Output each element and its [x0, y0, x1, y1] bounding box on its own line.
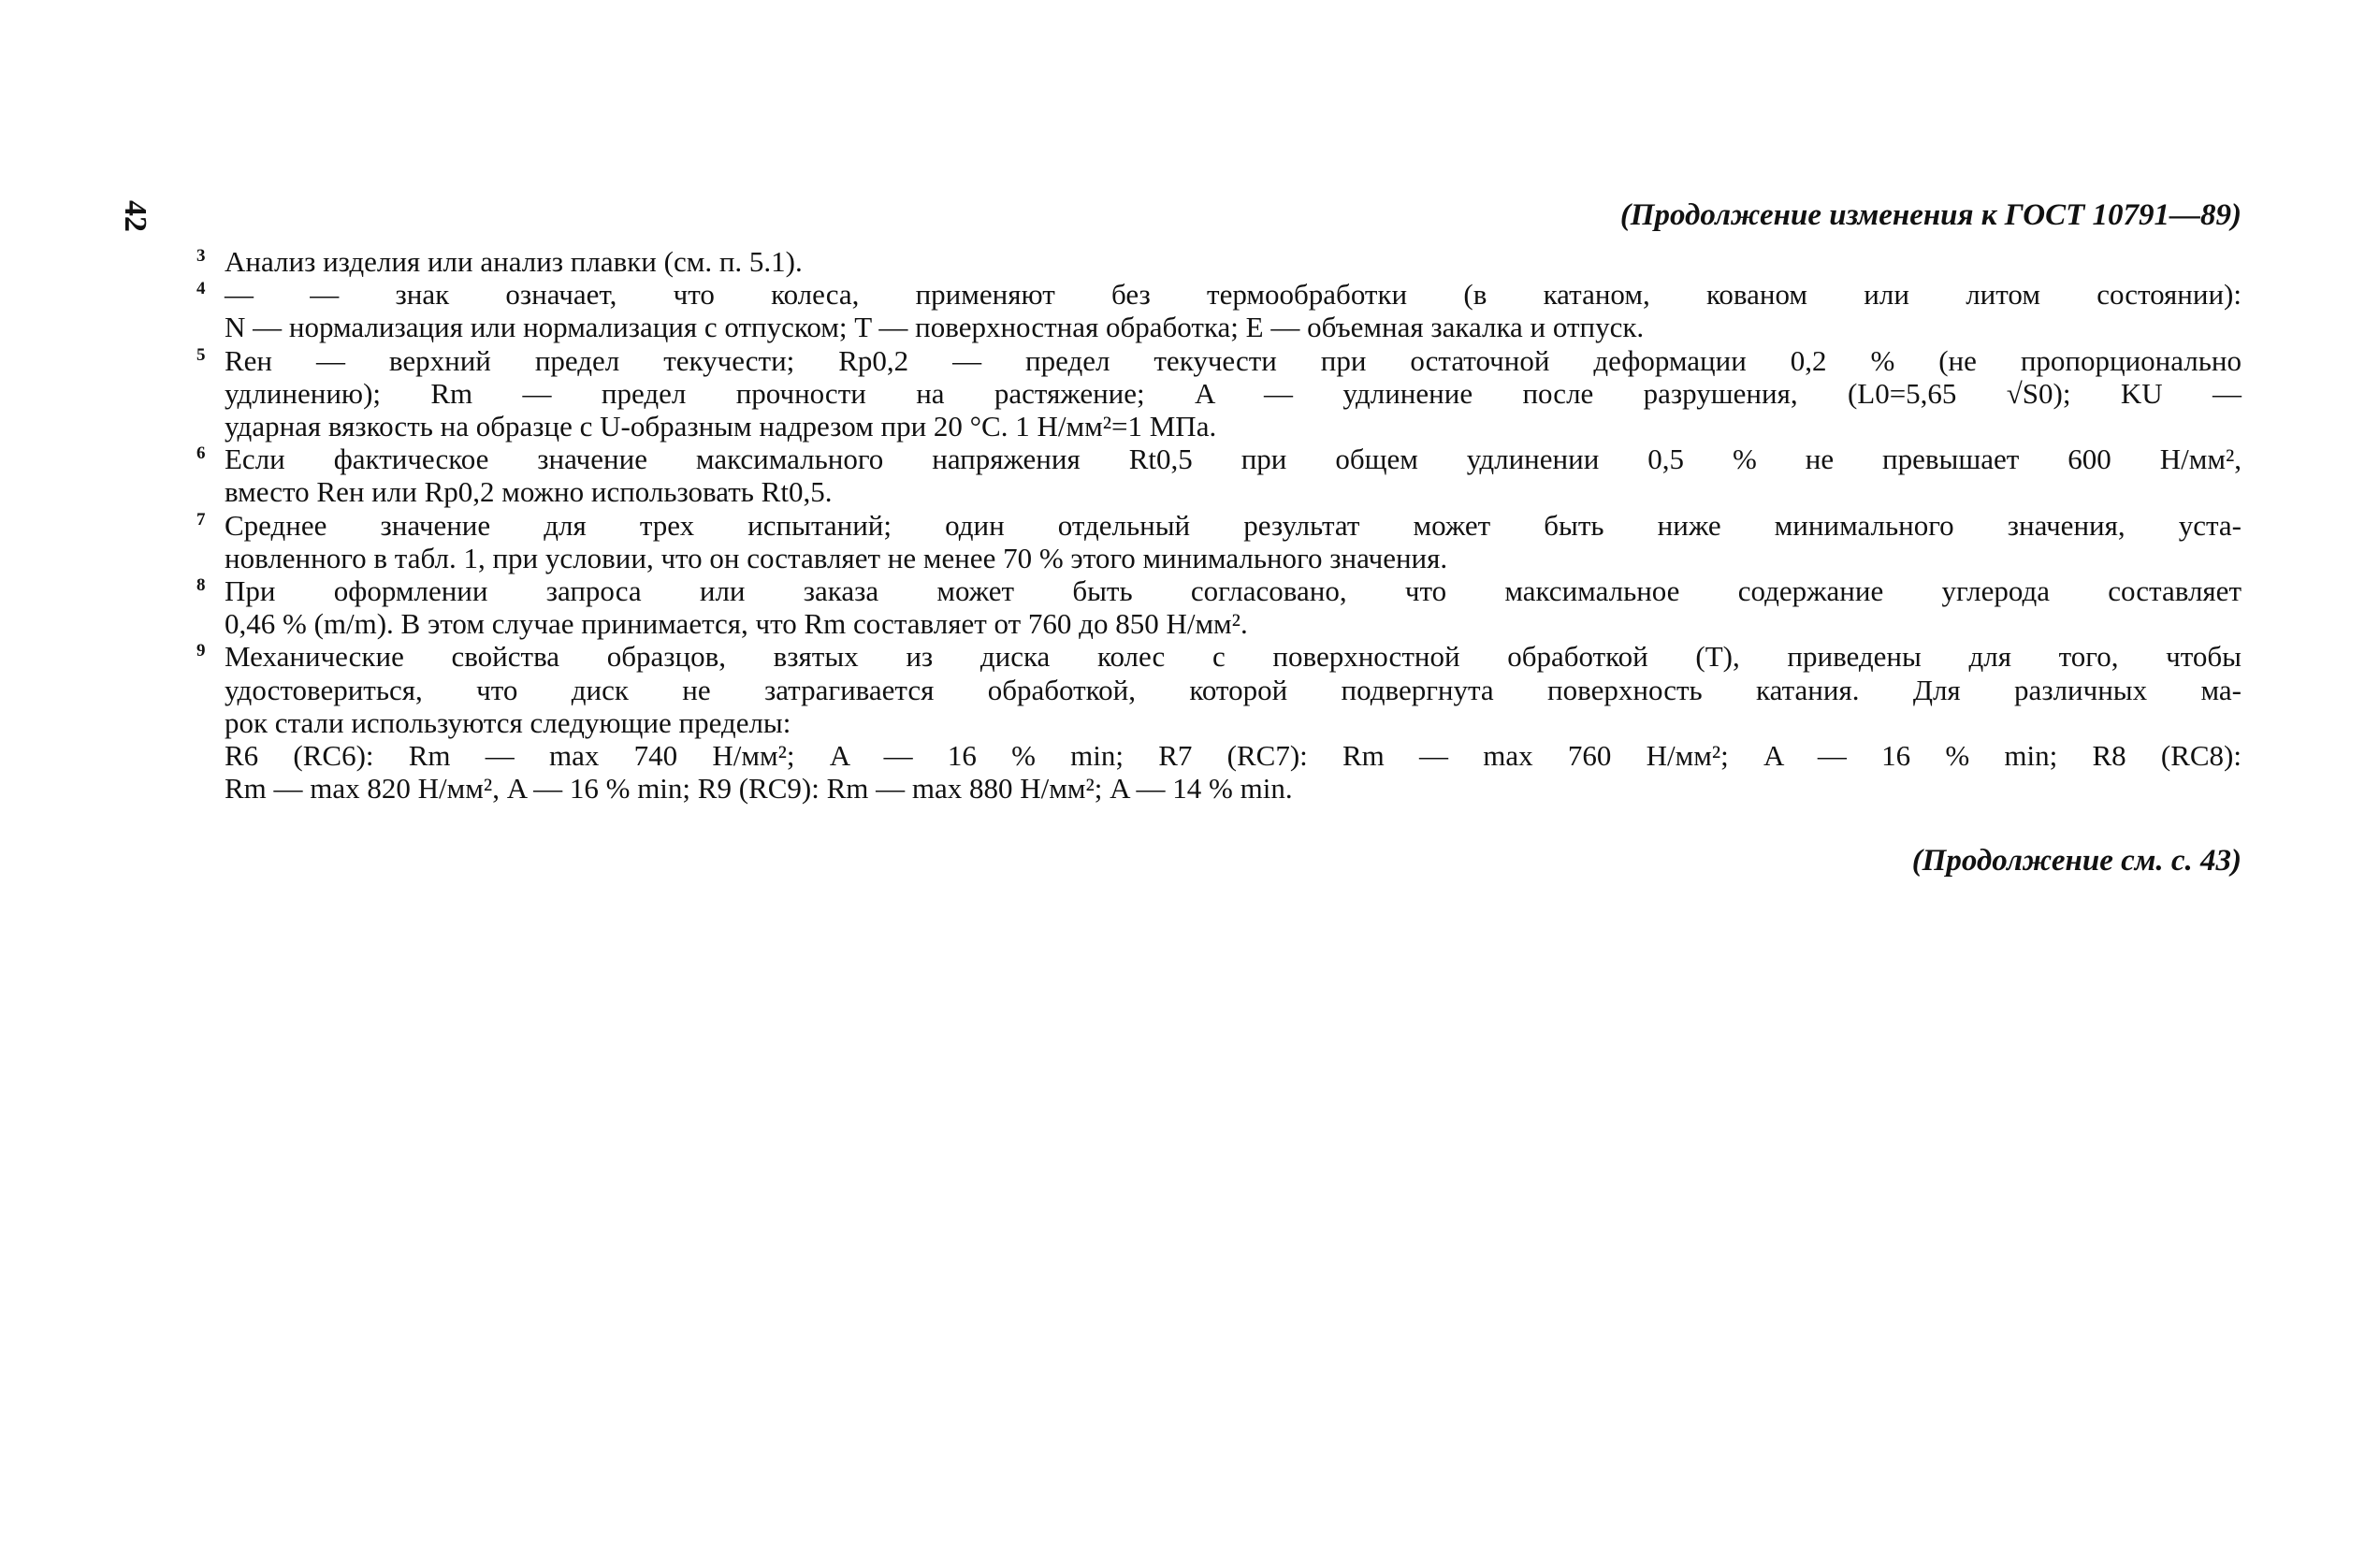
- footnote-mark: 7: [196, 509, 206, 530]
- header-continuation: (Продолжение изменения к ГОСТ 10791—89): [1619, 198, 2242, 232]
- footnote-line: вместо Rен или Rp0,2 можно использовать Rt0,5.: [225, 475, 833, 509]
- footnote-line: Среднее значение для трех испытаний; один отдельный результат может быть ниже минимального значения, уста-: [225, 508, 2242, 542]
- footnote-8: [196, 574, 2242, 640]
- footnote-9: [196, 640, 2242, 805]
- footnote-mark: 3: [196, 246, 206, 266]
- footnote-line: N — нормализация или нормализация с отпуском; T — поверхностная обработка; E — объемная закалка и отпуск.: [225, 311, 1645, 344]
- footnote-line: При оформлении запроса или заказа может быть согласовано, что максимальное содержание углерода составляет: [225, 574, 2242, 608]
- footnote-line: Rен — верхний предел текучести; Rp0,2 — предел текучести при остаточной деформации 0,2 % (не пропорционально: [225, 343, 2242, 377]
- footnote-mark: 8: [196, 575, 206, 596]
- footnote-line: Если фактическое значение максимального напряжения Rt0,5 при общем удлинении 0,5 % не превышает 600 Н/мм²,: [225, 443, 2242, 476]
- footnote-line: Механические свойства образцов, взятых из диска колес с поверхностной обработкой (T), приведены для того, чтобы: [225, 640, 2242, 674]
- footnote-line: рок стали используются следующие пределы:: [225, 705, 791, 739]
- footnote-line: Анализ изделия или анализ плавки (см. п. 5.1).: [225, 245, 803, 278]
- footnote-4: [196, 278, 2242, 343]
- footnote-mark: 9: [196, 641, 206, 661]
- footnote-line: — — знак означает, что колеса, применяют без термообработки (в катаном, кованом или литом состоянии):: [225, 278, 2242, 312]
- footnote-5: [196, 344, 2242, 443]
- footnote-line: Rm — max 820 Н/мм², A — 16 % min; R9 (RC9): Rm — max 880 Н/мм²; A — 14 % min.: [225, 772, 1293, 806]
- footnote-mark: 4: [196, 279, 206, 299]
- footnote-3: [196, 245, 2242, 278]
- footnote-mark: 5: [196, 344, 206, 365]
- footnote-line: 0,46 % (m/m). В этом случае принимается, что Rm составляет от 760 до 850 Н/мм².: [225, 607, 1248, 641]
- footnote-line: удлинению); Rm — предел прочности на растяжение; A — удлинение после разрушения, (L0=5,65 √S0); KU —: [225, 376, 2242, 410]
- footnote-mark: 6: [196, 443, 206, 464]
- footer-continuation: (Продолжение см. с. 43): [1911, 844, 2242, 878]
- footnote-6: [196, 443, 2242, 508]
- footnote-line: удостовериться, что диск не затрагивается обработкой, которой подвергнута поверхность катания. Для различных ма-: [225, 673, 2242, 706]
- footnotes: [196, 245, 2242, 805]
- footnote-line: R6 (RC6): Rm — max 740 Н/мм²; A — 16 % min; R7 (RC7): Rm — max 760 Н/мм²; A — 16 % min; R8 (RC8):: [225, 739, 2242, 773]
- footnote-7: [196, 509, 2242, 574]
- footnote-line: новленного в табл. 1, при условии, что он составляет не менее 70 % этого минимального значения.: [225, 541, 1448, 574]
- footnote-line: ударная вязкость на образце с U-образным надрезом при 20 °C. 1 Н/мм²=1 МПа.: [225, 410, 1217, 443]
- page-number: 42: [118, 200, 152, 232]
